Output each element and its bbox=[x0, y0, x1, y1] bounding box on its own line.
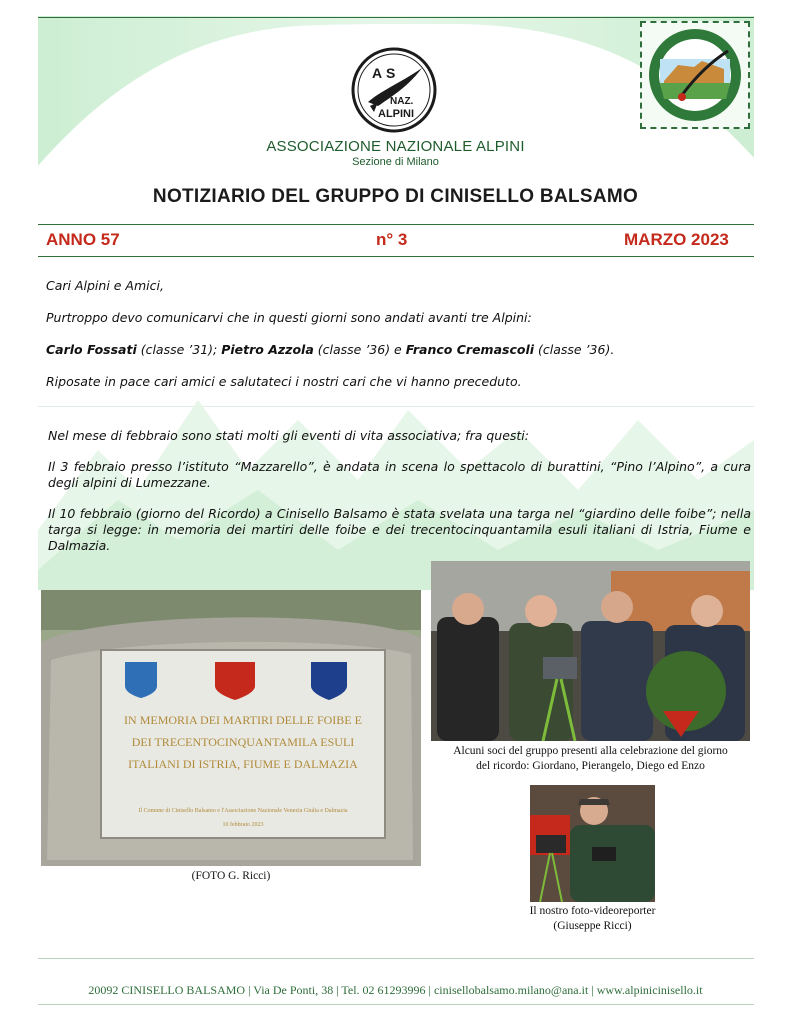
deceased-name-2: Pietro Azzola bbox=[221, 342, 314, 357]
plaque-photo-image bbox=[41, 590, 421, 866]
letter-intro: Purtroppo devo comunicarvi che in questi giorni sono andati avanti tre Alpini: bbox=[46, 310, 532, 325]
group-photo bbox=[431, 561, 750, 741]
plaque-line-2: DEI TRECENTOCINQUANTAMILA ESULI bbox=[131, 735, 355, 749]
issue-info bbox=[46, 230, 746, 254]
reporter-photo bbox=[530, 785, 655, 902]
issue-date: MARZO 2023 bbox=[624, 230, 729, 249]
events-intro: Nel mese di febbraio sono stati molti gli eventi di vita associativa; fra questi: bbox=[48, 428, 529, 443]
ana-logo bbox=[350, 46, 438, 134]
title-rule bbox=[38, 224, 754, 225]
greeting: Cari Alpini e Amici, bbox=[46, 278, 164, 293]
deceased-name-1: Carlo Fossati bbox=[46, 342, 137, 357]
plaque-photo bbox=[41, 590, 421, 866]
caption-reporter-line-2: (Giuseppe Ricci) bbox=[553, 920, 632, 932]
caption-group-line-2: del ricordo: Giordano, Pierangelo, Diego ed Enzo bbox=[476, 760, 705, 772]
footer-rule-top bbox=[38, 958, 754, 959]
event-puppet-show: Il 3 febbraio presso l’istituto “Mazzarello”, è andata in scena lo spettacolo di burattini, “Pino l’Alpino”, a cura degli alpini di Lumezzane. bbox=[48, 459, 751, 490]
section-name: Sezione di Milano bbox=[352, 156, 439, 168]
plaque-line-3: ITALIANI DI ISTRIA, FIUME E DALMAZIA bbox=[128, 757, 358, 771]
caption-plaque: (FOTO G. Ricci) bbox=[191, 870, 271, 882]
caption-reporter-line-1: Il nostro foto-videoreporter bbox=[529, 905, 656, 917]
deceased-name-3: Franco Cremascoli bbox=[405, 342, 535, 357]
group-badge bbox=[640, 21, 750, 129]
footer-contact: 20092 CINISELLO BALSAMO | Via De Ponti, 38 | Tel. 02 61293996 | cinisellobalsamo.milano@ana.it | www.alpinicinisello.it bbox=[88, 983, 703, 997]
issue-number: n° 3 bbox=[376, 230, 408, 249]
issue-rule bbox=[38, 256, 754, 257]
group-badge-emblem bbox=[642, 23, 748, 127]
plaque-line-1: IN MEMORIA DEI MARTIRI DELLE FOIBE E bbox=[124, 713, 362, 727]
issue-year: ANNO 57 bbox=[46, 230, 120, 249]
plaque-small-1: Il Comune di Cinisello Balsamo e l'Associazione Nazionale Venezia Giulia e Dalmazia bbox=[138, 808, 348, 814]
svg-text:A: A bbox=[372, 65, 383, 81]
reporter-photo-image bbox=[530, 785, 655, 902]
group-photo-image bbox=[431, 561, 750, 741]
deceased-list: Carlo Fossati (classe ’31); Pietro Azzola (classe ’36) e Franco Cremascoli (classe ’36). bbox=[46, 342, 615, 357]
svg-text:NAZ.: NAZ. bbox=[390, 96, 414, 107]
newsletter-title: NOTIZIARIO DEL GRUPPO DI CINISELLO BALSAMO bbox=[152, 186, 639, 207]
svg-text:ALPINI: ALPINI bbox=[378, 108, 415, 120]
plaque-small-2: 10 febbraio 2023 bbox=[222, 822, 264, 828]
svg-text:S: S bbox=[386, 65, 396, 81]
footer-rule-bottom bbox=[38, 1004, 754, 1005]
header-top-rule bbox=[38, 17, 754, 18]
event-plaque: Il 10 febbraio (giorno del Ricordo) a Cinisello Balsamo è stata svelata una targa nel “giardino delle foibe”; nella targa si legge: in memoria dei martiri delle foibe e dei trecentocinquantamila esuli italiani di Istria, Fiume e Dalmazia. bbox=[48, 506, 751, 553]
caption-group-line-1: Alcuni soci del gruppo presenti alla celebrazione del giorno bbox=[453, 745, 728, 757]
farewell: Riposate in pace cari amici e salutateci i nostri cari che vi hanno preceduto. bbox=[46, 374, 522, 389]
association-name: ASSOCIAZIONE NAZIONALE ALPINI bbox=[266, 138, 525, 155]
